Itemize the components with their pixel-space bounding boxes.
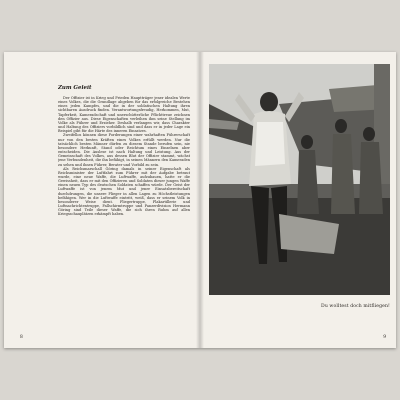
section-title: Zum Geleit <box>58 85 92 91</box>
photo-caption: Du wolltest doch mitfliegen! <box>321 304 390 309</box>
book-spread <box>4 52 396 348</box>
left-page <box>4 52 200 348</box>
paragraph-2: Zweifellos können diese Forderungen einer wahrhaften Führerschaft nur von den besten Kräften eines Volkes erfüllt werden. Nur die tatsächlich besten Männer dürfen zu diesem Stande berufen sein, nie besondere Herkunft, Stand oder Reichtum eines Einzelnen aber entscheiden. Die Auslese ist nach Haltung und Leistung. Aus der Gemeinschaft des Volkes, aus dessen Blut der Offizier stammt, wächst jene Verbundenheit, die ihn befähigt, in seinen Männern den Kameraden zu sehen und ihnen Führer, Berater und Vorbild zu sein. <box>58 133 190 167</box>
photograph-illustration <box>209 64 390 295</box>
text-block <box>58 85 190 323</box>
page-number-right: 9 <box>383 335 386 340</box>
paragraph-1: Der Offizier ist in Krieg und Frieden Hauptträger jener idealen Werte eines Volkes, die die Grundlage abgeben für das erfolgreiche Bestehen eines jeden Kampfes, und die in der soldatischen Haltung ihren sichtbaren Ausdruck finden. Verantwortungsfreudig, Herkommen, Mut, Tapferkeit, Kameradschaft und unerschütterliche Pflichttreue zeichnen den Offizier aus. Diese Eigenschaften verleihen ihm seine Stellung im Volke als Führer und Erzieher. Deshalb verlangen wir, dass Charakter und Haltung des Offiziers vorbildlich sind und dass er in jeder Lage ein Beispiel gibt für die Härte des inneren Einsatzes. <box>58 96 190 134</box>
right-page <box>200 52 396 348</box>
photograph <box>209 64 390 295</box>
page-number-left: 8 <box>20 335 23 340</box>
paragraph-3: Als Reichsmarschall Göring damals in seiner Eigenschaft als Reichsminister der Luftfahrt zum Führer mit der Aufgabe betraut wurde, eine neue Waffe, die Luftwaffe, aufzubauen, hatte er die Gewissheit, dass er mit den Offizieren und Soldaten dieser jungen Waffe einen neuen Typ des deutschen Soldaten schaffen würde. Der Geist der Luftwaffe ist von jenem Mut und jener Einsatzbereitschaft durchdrungen, die unsere Flieger in allen Lagen zu Höchstleistungen befähigen. Wer in die Luftwaffe eintritt, weiß, dass er seinem Volk in besonderer Weise dient. Fliegertruppe, Flakartillerie und Luftnachrichtentruppe, Fallschirmtruppe und Panzerdivision Hermann Göring sind Teile dieser Waffe, die sich ihren Ruhm auf allen Kriegsschauplätzen erkämpft haben. <box>58 166 190 217</box>
